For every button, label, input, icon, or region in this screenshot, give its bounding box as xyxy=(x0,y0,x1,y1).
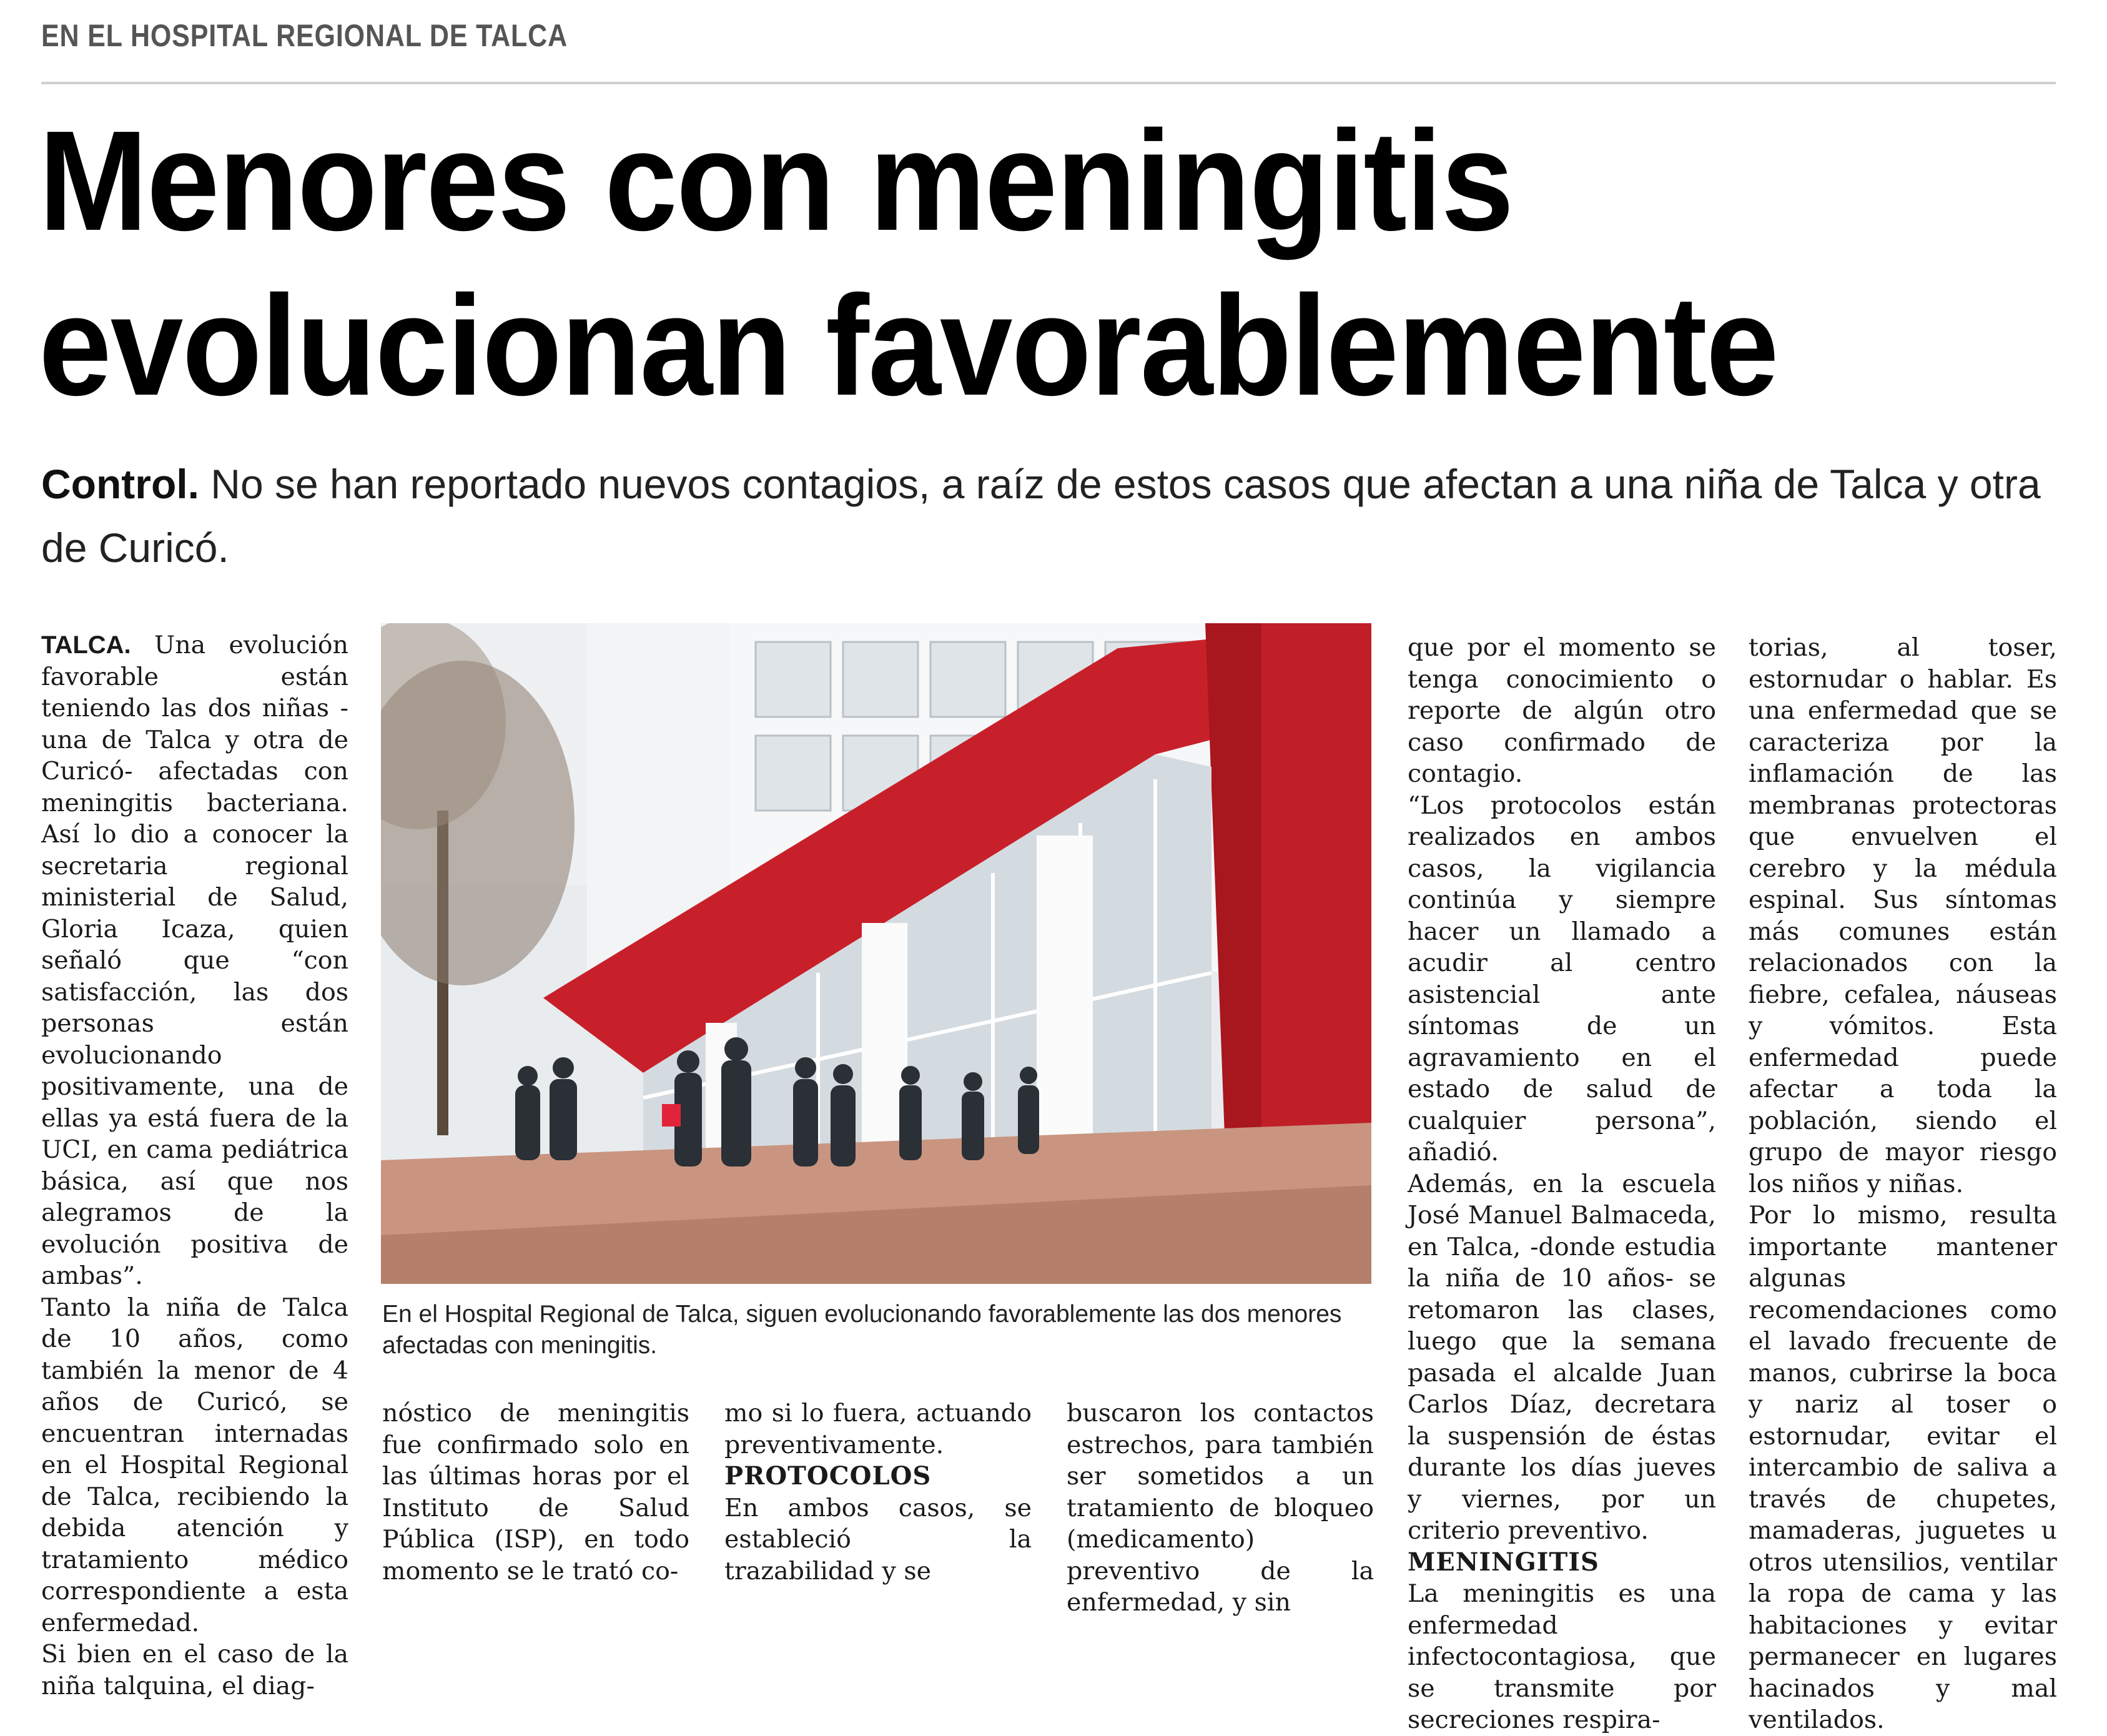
body-paragraph: “Los protocolos están realizados en ambos casos, la vigilancia continúa y siempre hacer un llamado a acudir al centro asistencial ante síntomas de un agravamiento en el estado de salud de cualquier persona”, añadió. xyxy=(1408,791,1716,1166)
article-column-5 xyxy=(1408,632,1716,1736)
headline-line-2: evolucionan favorablemente xyxy=(39,267,1778,425)
body-paragraph: Tanto la niña de Talca de 10 años, como también la menor de 4 años de Curicó, se encuentran internadas en el Hospital Regional de Talca, recibiendo la debida atención y tratamiento médico correspondiente a esta enfermedad. xyxy=(41,1293,348,1637)
article-column-4 xyxy=(1067,1398,1374,1619)
photo-caption: En el Hospital Regional de Talca, siguen evolucionando favorablemente las dos menores afectadas con meningitis. xyxy=(382,1301,1342,1359)
body-paragraph: que por el momento se tenga conocimiento o reporte de algún otro caso confirmado de contagio. xyxy=(1408,633,1716,788)
article-column-6 xyxy=(1749,632,2057,1736)
body-paragraph: Por lo mismo, resulta importante mantener algunas recomendaciones como el lavado frecuente de manos, cubrirse la boca y nariz al toser o estornudar, evitar el intercambio de saliva a través de chupetes, mamaderas, juguetes u otros utensilios, ventilar la ropa de cama y las habitaciones y evitar permanecer en lugares hacinados y mal ventilados. xyxy=(1749,1201,2057,1734)
body-paragraph: Una evolución favorable están teniendo las dos niñas -una de Talca y otra de Curicó- afectadas con meningitis bacteriana. Así lo dio a conocer la secretaria regional ministerial de Salud, Gloria Icaza, quien señaló que “con satisfacción, las dos personas están evolucionando positivamente, una de ellas ya está fuera de la UCI, en cama pediátrica básica, así que nos alegramos de la evolución positiva de ambas”. xyxy=(41,631,348,1290)
section-kicker: EN EL HOSPITAL REGIONAL DE TALCA xyxy=(41,18,568,53)
body-paragraph: torias, al toser, estornudar o hablar. Es una enfermedad que se caracteriza por la inflamación de las membranas protectoras que envuelven el cerebro y la médula espinal. Sus síntomas más comunes están relacionados con la fiebre, cefalea, náuseas y vómitos. Esta enfermedad puede afectar a toda la población, siendo el grupo de mayor riesgo los niños y niñas. xyxy=(1749,633,2057,1198)
body-paragraph: nóstico de meningitis fue confirmado solo en las últimas horas por el Instituto de Salud Pública (ISP), en todo momento se le trató co- xyxy=(382,1399,689,1586)
article-column-2 xyxy=(382,1398,689,1587)
article-column-3 xyxy=(724,1398,1032,1587)
body-paragraph: Si bien en el caso de la niña talquina, el diag- xyxy=(41,1640,348,1700)
kicker-divider xyxy=(41,82,2056,84)
deck-text: No se han reportado nuevos contagios, a raíz de estos casos que afectan a una niña de Talca y otra de Curicó. xyxy=(41,461,2041,571)
body-paragraph: mo si lo fuera, actuando preventivamente. xyxy=(724,1399,1032,1459)
body-paragraph: buscaron los contactos estrechos, para también ser sometidos a un tratamiento de bloqueo (medicamento) preventivo de la enfermedad, y sin xyxy=(1067,1399,1374,1617)
subhead-protocolos: PROTOCOLOS xyxy=(724,1461,932,1491)
body-paragraph: Además, en la escuela José Manuel Balmaceda, en Talca, -donde estudia la niña de 10 años- se retomaron las clases, luego que la semana pasada el alcalde Juan Carlos Díaz, decretara la suspensión de éstas durante los días jueves y viernes, por un criterio preventivo. xyxy=(1408,1169,1716,1545)
deck-label: Control. xyxy=(41,461,199,507)
deck xyxy=(41,452,2058,579)
article-column-1 xyxy=(41,629,348,1702)
headline-line-1: Menores con meningitis xyxy=(39,102,1513,260)
dateline: TALCA. xyxy=(41,631,131,659)
subhead-meningitis: MENINGITIS xyxy=(1408,1547,1599,1577)
body-paragraph: La meningitis es una enfermedad infectocontagiosa, que se transmite por secreciones respira- xyxy=(1408,1579,1716,1734)
body-paragraph: En ambos casos, se estableció la trazabilidad y se xyxy=(724,1493,1032,1586)
hospital-photo xyxy=(381,623,1371,1284)
